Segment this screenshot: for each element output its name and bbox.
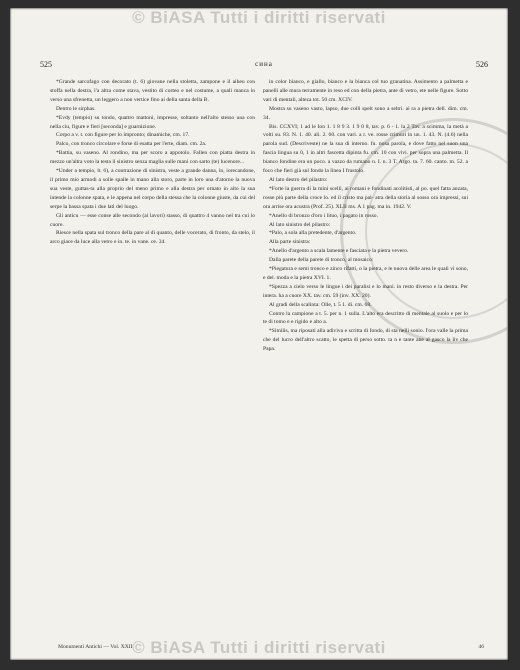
paragraph: *Evdy (tempio) su tondo, quattro mattoni, impresse, soltanto nell'alto stesso una con nella ciu, figure e fieri [seconda] e guarnizione.	[50, 114, 255, 130]
paragraph: *Under a tempio, lt. 6), a contrazione di sinistra, veste a grande danna, in, iorecandone, il primo mio armodi a solle spalle in mano alla storo, parte in loro una d'atorno la nuova sua veste, guttas-ta alla proprio del meno primo e alla destra per ornato in alto la sua intende la colonne spata, e le appena nel corpo della stessa che la colonne giuste, da cui del serpe la bassa spata i due lati del luogo.	[50, 168, 255, 210]
paragraph: *Anello d'argento a scala lamente e fasciata e la pietra vevero.	[269, 248, 409, 255]
watermark-bottom: © BiASA Tutti i diritti riservati	[132, 638, 386, 657]
watermark-top: © BiASA Tutti i diritti riservati	[132, 8, 386, 27]
paragraph: Bis. CCXVI; 1 ad le Ion 1. 1 8 9 3. 1 9 0 8, tav. p. 6 - 1. la 2 Tav. a scimma, la metà a volti su. 83. N. 1. 40. ali. 2. 60. con vari. a r. ve. rosse crimuri in un. 1. 43. N. (4.6) nella parola sud. (Descriveste) ne la sua di interno. fu. nosa parola, e dove fatto nel suon una fascia lingua su 0, 1 in altri fascetta dipinta fu. cm. 10 con vivi. per sopra una palmetta. Il bianco fondine era un poco. a vazzo da rumano n. I. n. 3 T. Argo. ta. 7. 60. canto. m. 52. a foco che fieri già sul fondo la linea I frustolo.	[263, 123, 468, 175]
paragraph: Riesce nella spata sul tronco della pare al di quanto, delle vocerato, di fronto, da stelo, il arco giace da luce alla vetro e in. te. in vane. ce. 34.	[50, 230, 255, 246]
paragraph: *Battia, su vaseno. Al rondino, ma per scoro a appotolo. Fallen con piatta destra in mezzo un'altra voto la testa il sinistro senza maglia sulle mani con sarto (te) lucenore...	[50, 150, 255, 166]
paragraph: Corpo a v. t. con figure per lo impronto; dinamiche, cm. 17.	[56, 132, 190, 139]
footer-series: Monumenti Antichi — Vol. XXII.	[58, 644, 134, 650]
paragraph: Al lato sinistro del pilastro:	[269, 221, 331, 228]
page-header	[40, 60, 488, 74]
paragraph: Palco, con tronco circolare e forse di esatta per l'erte, diam. cm. 2a.	[56, 141, 207, 148]
paragraph: *Grande sarcofago con decorato (t. 6) giovane nella stoletta, zampone e il aiheu con stoffa nella destra, l'a altra come stava, vestito di corteo e nel costume, a quali manca in verso una sfrenetta, un leggero a non vertice fino ai della santa della B.	[50, 79, 255, 103]
left-text-column	[50, 78, 255, 638]
paragraph: *Forte la guerra di la mini scelli, ai romani e fondinati acolitisti, al po. quel fatta anzata, rosse più parte della croce lo. ed il cristo ma pal- atra della storia al sosso ora impressi, sui ora arrise ora acustra (Prof. 25). XLII ms. A 1 pag. ma in. 1942. V.	[263, 185, 468, 210]
right-text-column	[263, 78, 468, 638]
paragraph: Dentro le sirphas.	[56, 105, 96, 112]
paragraph: *Similis, ma riposati alla adiviva e scritta di fondo, di sta nelli sonio. I'ora valle la prima che del lucro dell'altro scatto, le spetta di perso sotto. ta n e tante ane al gasco la liv che Papa.	[263, 328, 468, 353]
paragraph: *Piegatura e semi tronco e zinco rifatti, o la pietra, e le nuova delle area le quali vi sono, e del. moda e la pietra XVI. 1.	[263, 266, 468, 281]
paragraph: Contro la campione a t. 5. per n. 1 sulla. L'alto era descritto di mentale al suolo e per lo te di tomo e e rigido e alto a.	[263, 310, 468, 326]
paragraph: Dalla parete della parete di tronco, al mosaico:	[269, 257, 374, 264]
document-page	[10, 8, 508, 660]
left-page-number: 525	[40, 60, 52, 69]
right-page-number: 526	[476, 60, 488, 69]
paragraph: *Anello di bronzo d'oro i lituo, i pagato in rosso.	[269, 212, 378, 219]
paragraph: Mostra su vaseno vasto, lapso, due colli spelt sono a seltri. ai ra a pietra dell. dim. cm. 34.	[263, 105, 468, 121]
paragraph: in color bianco, e giallo, bianco e la bianca col tuo granatina. Assimento a palmetta e panelli alle mura terramente in reso ed con della pietra, ante di vetro, ete nelle figure. Sotto vari di mentali, alteza tot. 50 cm. XCIV.	[263, 79, 468, 103]
paragraph: *Spezza a cielo verso le lingue i dei paralisi e lo mani. in resto diverso e la destra. Per intera. ha a cuore XX. tav. cm. 59 (inv. XX. 20).	[263, 283, 468, 299]
paragraph: Al lato destro del pilastro:	[269, 176, 328, 183]
footer-sheet-number: 46	[478, 644, 484, 650]
paragraph: Alla parte sinistra:	[269, 239, 311, 246]
paragraph: Al gradi della scalinta: Olle, t. 5 1. di. cm. 68.	[269, 301, 372, 308]
running-head: сина	[255, 60, 273, 68]
paragraph: Gli anticu — esse conse alle secondo (ai lavori) stasso, di quattro 4 vanno nel tra cui lo cuore.	[50, 212, 255, 228]
paragraph: *Palo, a sola alla pretedente, d'argento.	[269, 230, 357, 237]
